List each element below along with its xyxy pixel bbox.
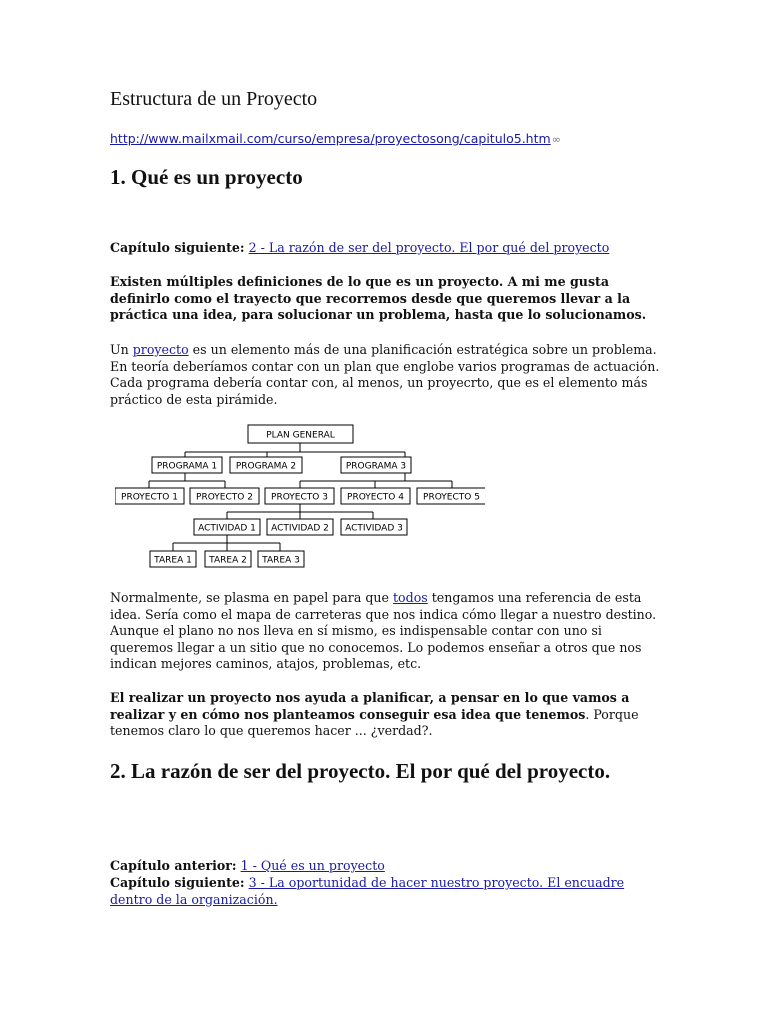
tarea-node-2	[205, 551, 251, 567]
programa-node-2	[230, 457, 302, 473]
prev-chapter-label: Capítulo anterior:	[110, 858, 237, 873]
tarea-node-2-label: TAREA 2	[209, 555, 247, 566]
p2-text-after: es un elemento más de una planificación estratégica sobre un problema. En teoría deberíamos contar con un plan que englobe varios programas de actuación. Cada programa debería contar con, al menos, un proyecrto, que es el elemento más práctico de esta pirámide.	[110, 342, 660, 407]
plan-general-node-label: PLAN GENERAL	[266, 430, 335, 441]
section2-heading: 2. La razón de ser del proyecto. El por qué del proyecto.	[110, 759, 611, 783]
proyecto-node-2	[190, 488, 259, 504]
p3-text-after: tengamos una referencia de esta idea. Sería como el mapa de carreteras que nos indica cómo llegar a nuestro destino. Aunque el plano no nos lleva en sí mismo, es indispensable contar con uno si queremos llegar a un sitio que no conocemos. Lo podemos enseñar a otros que nos indican mejores caminos, atajos, problemas, etc.	[110, 590, 657, 672]
actividad-node-3	[341, 519, 407, 535]
p4-text-after: . Porque tenemos claro lo que queremos hacer ... ¿verdad?.	[110, 706, 639, 739]
p2-text-before: Un	[110, 342, 133, 357]
p4-bold-text: El realizar un proyecto nos ayuda a planificar, a pensar en lo que vamos a realizar y en cómo nos planteamos conseguir esa idea que tenemos	[110, 690, 630, 722]
programa-node-2-label: PROGRAMA 2	[235, 461, 297, 472]
section2-prev-chapter	[110, 858, 660, 875]
tarea-node-1	[150, 551, 196, 567]
tarea-node-3	[258, 551, 304, 567]
document-title: Estructura de un Proyecto	[110, 88, 318, 110]
section1-heading: 1. Qué es un proyecto	[110, 165, 303, 189]
todos-link[interactable]: todos	[392, 590, 428, 605]
tarea-node-3-label: TAREA 3	[262, 555, 300, 566]
next-chapter-link-2[interactable]: 3 - La oportunidad de hacer nuestro proyecto. El encuadre dentro de la organización.	[110, 875, 625, 907]
proyecto-node-4	[341, 488, 410, 504]
p3-text-before: Normalmente, se plasma en papel para que	[110, 590, 393, 605]
proyecto-node-3	[265, 488, 334, 504]
project-hierarchy-diagram	[115, 424, 485, 574]
actividad-node-2-label: ACTIVIDAD 2	[271, 523, 329, 534]
proyecto-link[interactable]: proyecto	[132, 342, 189, 357]
actividad-node-1	[194, 519, 260, 535]
external-link-icon[interactable]: ∞	[551, 133, 561, 146]
actividad-node-3-label: ACTIVIDAD 3	[345, 523, 403, 534]
proyecto-node-5-label: PROYECTO 5	[423, 492, 480, 503]
proyecto-node-1-label: PROYECTO 1	[121, 492, 178, 503]
actividad-node-2	[267, 519, 333, 535]
proyecto-node-4-label: PROYECTO 4	[347, 492, 404, 503]
tarea-node-1-label: TAREA 1	[154, 555, 192, 566]
programa-node-3-label: PROGRAMA 3	[345, 461, 407, 472]
map-paragraph	[110, 590, 662, 673]
planning-paragraph	[110, 690, 662, 740]
prev-chapter-link[interactable]: 1 - Qué es un proyecto	[240, 858, 385, 873]
programa-node-1-label: PROGRAMA 1	[156, 461, 218, 472]
intro-paragraph: Existen múltiples definiciones de lo que es un proyecto. A mi me gusta definirlo como el trayecto que recorremos desde que queremos llevar a la práctica una idea, para solucionar un problema, hasta que lo solucionamos.	[110, 274, 647, 323]
section2-next-chapter	[110, 875, 655, 908]
proyecto-node-2-label: PROYECTO 2	[196, 492, 253, 503]
next-chapter-link[interactable]: 2 - La razón de ser del proyecto. El por qué del proyecto	[248, 240, 610, 255]
next-chapter-label: Capítulo siguiente:	[110, 240, 245, 255]
source-url-link[interactable]: http://www.mailxmail.com/curso/empresa/proyectosong/capitulo5.htm	[110, 131, 551, 146]
programa-node-3	[341, 457, 411, 473]
plan-general-node	[248, 425, 353, 443]
proyecto-node-5	[417, 488, 485, 504]
actividad-node-1-label: ACTIVIDAD 1	[198, 523, 256, 534]
hierarchy-svg	[115, 424, 485, 570]
section1-next-chapter	[110, 240, 660, 257]
proyecto-node-1	[115, 488, 184, 504]
next-chapter-label-2: Capítulo siguiente:	[110, 875, 245, 890]
proyecto-node-3-label: PROYECTO 3	[271, 492, 328, 503]
project-definition-paragraph	[110, 342, 662, 408]
programa-node-1	[152, 457, 222, 473]
source-url-line	[110, 131, 561, 146]
